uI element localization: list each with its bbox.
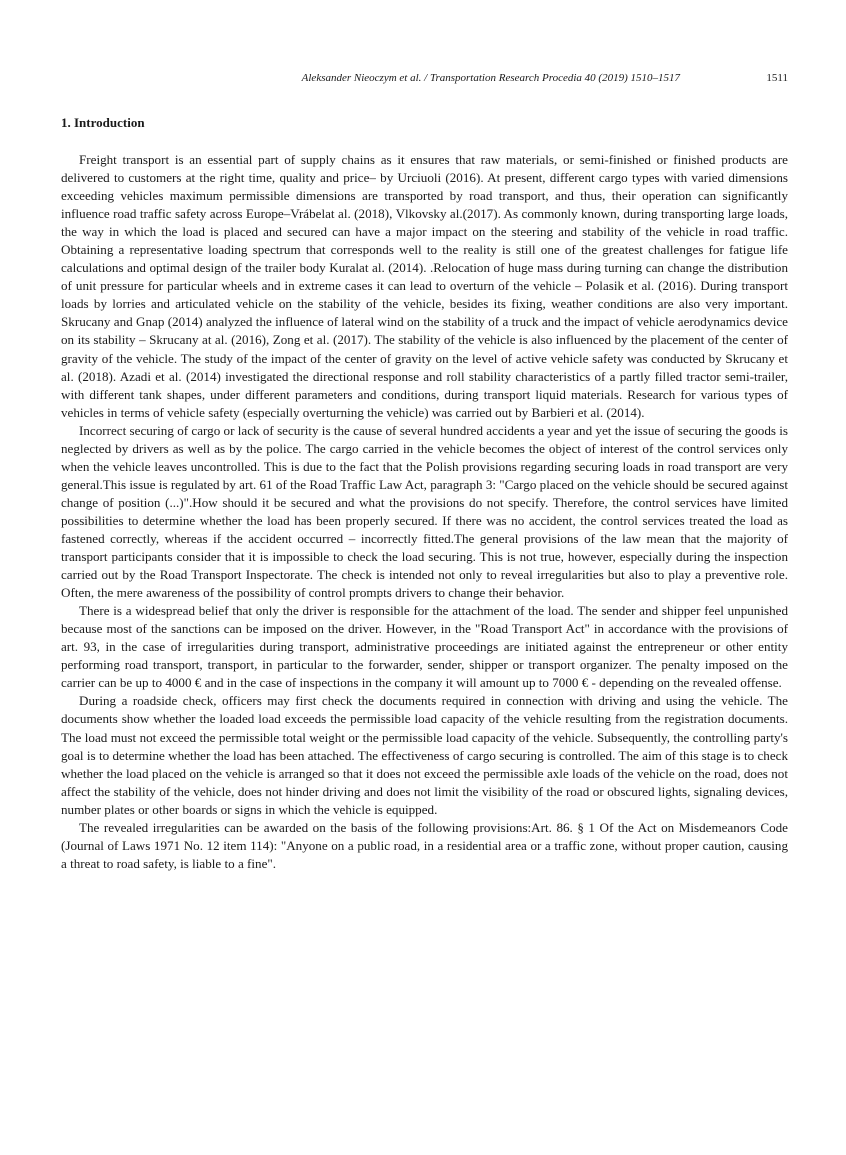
paragraph-freight-transport: Freight transport is an essential part of supply chains as it ensures that raw materials, or semi-finished or finished products are delivered to customers at the right time, quality and price– by Urciuoli (2016). At present, different cargo types with varied dimensions exceeding vehicles maximum permissible dimensions are transported by road transport, and thus, their operation can significantly influence road traffic safety across Europe–Vrábelat al. (2018), Vlkovsky al.(2017). As commonly known, during transporting large loads, the way in which the load is placed and secured can have a major impact on the steering and stability of the vehicle in road traffic. Obtaining a representative loading spectrum that corresponds well to the reality is still one of the greatest challenges for fatigue life calculations and optimal design of the trailer body Kuralat al. (2014). .Relocation of huge mass during turning can change the distribution of unit pressure for particular wheels and in extreme cases it can lead to overturn of the vehicle – Polasik et al. (2016). During transport loads by lorries and articulated vehicle on the stability of the vehicle, besides its fixing, weather conditions are also very important. Skrucany and Gnap (2014) analyzed the influence of lateral wind on the stability of a truck and the impact of vehicle aerodynamics device on its stability – Skrucany at al. (2016), Zong et al. (2017). The stability of the vehicle is also influenced by the placement of the center of gravity of the vehicle. The study of the impact of the center of gravity on the level of active vehicle safety was conducted by Skrucany et al. (2018). Azadi et al. (2014) investigated the directional response and roll stability characteristics of a partly filled tractor semi-trailer, with different tank shapes, under different parameters and conditions, during transport liquid materials. Research for various types of vehicles in terms of vehicle safety (especially overturning the vehicle) was carried out by Barbieri et al. (2014). bbox=[61, 152, 788, 420]
running-header bbox=[61, 70, 788, 86]
journal-citation: Aleksander Nieoczym et al. / Transportation Research Procedia 40 (2019) 1510–1517 bbox=[301, 72, 680, 84]
paragraph-incorrect-securing: Incorrect securing of cargo or lack of security is the cause of several hundred accidents a year and yet the issue of securing the goods is neglected by drivers as well as by the police. The cargo carried in the vehicle becomes the object of interest of the control services only when the vehicle leaves uncontrolled. This is due to the fact that the Polish provisions regarding securing loads in road transport are very general.This issue is regulated by art. 61 of the Road Traffic Law Act, paragraph 3: "Cargo placed on the vehicle should be secured against change of position (...)".How should it be secured and what the provisions do not specify. Therefore, the control services have limited possibilities to determine whether the load has been properly secured. If there was no accident, the control services treated the load as fastened correctly, whereas if the accident occurred – incorrectly fitted.The general provisions of the law mean that the majority of transport participants consider that it is impossible to check the load securing. This is not true, however, especially during the inspection carried out by the Road Transport Inspectorate. The check is intended not only to reveal irregularities but also to play a preventive role. Often, the mere awareness of the possibility of control prompts drivers to change their behavior. bbox=[61, 422, 788, 601]
paragraph-irregularities: The revealed irregularities can be awarded on the basis of the following provisions:Art. 86. § 1 Of the Act on Misdemeanors Code (Journal of Laws 1971 No. 12 item 114): "Anyone on a public road, in a residential area or a traffic zone, without proper caution, causing a threat to road safety, is liable to a fine". bbox=[61, 819, 788, 871]
page-number: 1511 bbox=[766, 72, 788, 84]
paragraph-roadside-check: During a roadside check, officers may first check the documents required in connection with driving and using the vehicle. The documents show whether the loaded load exceeds the permissible load capacity of the vehicle resulting from the registration documents. The load must not exceed the permissible total weight or the permissible load capacity of the vehicle. Subsequently, the controlling party's goal is to determine whether the load has been attached. The effectiveness of cargo securing is controlled. The aim of this stage is to check whether the load placed on the vehicle is arranged so that it does not exceed the permissible axle loads of the vehicle on the road, does not affect the stability of the vehicle, does not hinder driving and does not limit the visibility of the road or obscured lights, signaling devices, number plates or other boards or signs in which the vehicle is equipped. bbox=[61, 693, 788, 817]
body-text bbox=[61, 151, 788, 873]
section-heading: 1. Introduction bbox=[61, 115, 145, 130]
paragraph-responsibility: There is a widespread belief that only the driver is responsible for the attachment of the load. The sender and shipper feel unpunished because most of the sanctions can be imposed on the driver. However, in the "Road Transport Act" in accordance with the provisions of art. 93, in the case of irregularities during transport, administrative proceedings are initiated against the entrepreneur or other entity performing road transport, transport, in particular to the forwarder, sender, shipper or transport organizer. The penalty imposed on the carrier can be up to 4000 € and in the case of inspections in the company it will amount up to 7000 € - depending on the revealed offense. bbox=[61, 603, 788, 691]
